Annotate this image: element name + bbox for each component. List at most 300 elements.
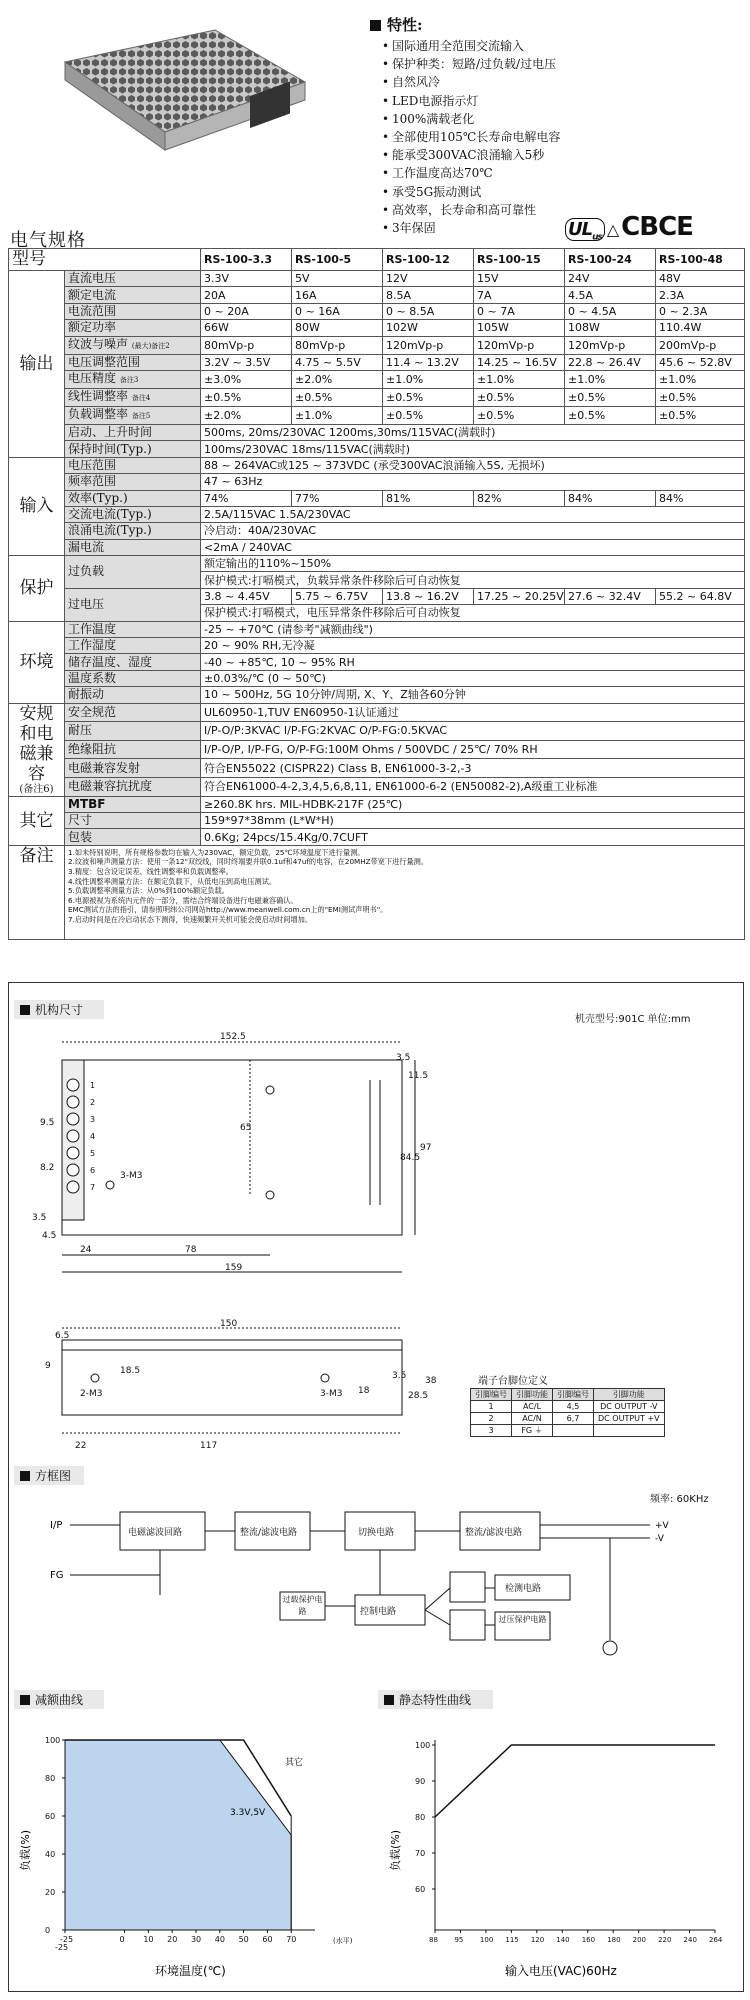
cell: 4.75 ~ 5.5V	[292, 354, 383, 370]
table-row	[9, 406, 745, 424]
table-row	[9, 320, 745, 336]
cell: 84%	[656, 490, 745, 506]
cell: 2	[471, 1413, 512, 1425]
table-row	[9, 271, 745, 287]
dim-label: 2-M3	[80, 1389, 103, 1399]
cell: 27.6 ~ 32.4V	[565, 588, 656, 604]
cell: 22.8 ~ 26.4V	[565, 354, 656, 370]
x-tick-label: 95	[454, 1936, 464, 1944]
dim-label: 4.5	[42, 1231, 57, 1241]
table-row	[9, 424, 745, 440]
cell: 14.25 ~ 16.5V	[474, 354, 565, 370]
cell: 2.3A	[656, 287, 745, 303]
dim-label: 97	[420, 1143, 432, 1153]
remark-line: 1.如未特别说明，所有规格参数均在输入为230VAC，额定负载，25℃环境温度下进行量测。	[68, 847, 365, 857]
x-tick-label: 40	[214, 1935, 225, 1944]
spec-heading: 电气规格	[10, 230, 86, 251]
x-tick-label: 88	[429, 1936, 438, 1944]
x-tick-label: 30	[190, 1935, 202, 1944]
param-label: 保持时间(Typ.)	[65, 441, 201, 457]
param-label: 频率范围	[65, 474, 201, 490]
dim-label: 11.5	[408, 1071, 429, 1081]
param-label: 工作湿度	[65, 638, 201, 654]
cell: 159*97*38mm (L*W*H)	[201, 812, 745, 828]
table-row	[9, 556, 745, 572]
y-tick-label: 80	[415, 1813, 426, 1822]
x-axis-label: 输入电压(VAC)60Hz	[505, 1964, 617, 1978]
table-row	[9, 303, 745, 319]
dim-label: 159	[225, 1263, 243, 1273]
cell: -40 ~ +85℃, 10 ~ 95% RH	[201, 654, 745, 670]
features-title: 特性:	[370, 14, 740, 35]
block-label: 检测电路	[505, 1584, 542, 1594]
model-label: 型号	[9, 249, 201, 271]
x-tick-label: 10	[143, 1935, 154, 1944]
cell: 15V	[474, 271, 565, 287]
x-tick-label: 200	[632, 1936, 647, 1944]
cell: DC OUTPUT +V	[594, 1413, 665, 1425]
cell: ±0.5%	[656, 406, 745, 424]
param-label: 温度系数	[65, 670, 201, 686]
pin-number: 2	[90, 1098, 96, 1107]
y-tick-label: 60	[415, 1885, 426, 1894]
cell: 82%	[474, 490, 565, 506]
cell: 200mVp-p	[656, 336, 745, 354]
table-row	[9, 336, 745, 354]
features-block	[370, 14, 740, 237]
cell: 11.4 ~ 13.2V	[383, 354, 474, 370]
cell: 45.6 ~ 52.8V	[656, 354, 745, 370]
param-label: 包装	[65, 829, 201, 845]
param-label: 额定功率	[65, 320, 201, 336]
block-label: 电磁滤波回路	[128, 1528, 183, 1538]
feature-item: • 承受5G振动测试	[370, 183, 740, 201]
param-label: 启动、上升时间	[65, 424, 201, 440]
param-label: 交流电流(Typ.)	[65, 506, 201, 522]
cell: ±0.5%	[474, 388, 565, 406]
dim-label: 3.5	[392, 1371, 407, 1381]
dim-label: 6.5	[55, 1331, 70, 1341]
dim-label: 84.5	[400, 1153, 421, 1163]
x-tick-label: 115	[505, 1936, 519, 1944]
dim-label: 3.5	[396, 1053, 411, 1063]
cell: AC/L	[512, 1401, 553, 1413]
cell: 80W	[292, 320, 383, 336]
x-tick-label: 60	[262, 1935, 273, 1944]
cell: 81%	[383, 490, 474, 506]
cell: 4,5	[553, 1401, 594, 1413]
y-tick-label: 100	[415, 1741, 431, 1750]
cell: ±0.03%/℃ (0 ~ 50℃)	[201, 670, 745, 686]
cell: 12V	[383, 271, 474, 287]
cell: 冷启动：40A/230VAC	[201, 523, 745, 539]
dim-label: 18.5	[120, 1366, 141, 1376]
y-tick-label: 0	[45, 1926, 51, 1935]
dim-label: 65	[240, 1123, 252, 1133]
table-row	[9, 777, 745, 796]
cell: I/P-O/P:3KVAC I/P-FG:2KVAC O/P-FG:0.5KVAC	[201, 722, 745, 741]
table-row	[471, 1389, 665, 1401]
cell: ±1.0%	[565, 370, 656, 388]
cell: 3.2V ~ 3.5V	[201, 354, 292, 370]
cell: ±2.0%	[201, 406, 292, 424]
static-chart	[385, 1715, 735, 1980]
cell: 48V	[656, 271, 745, 287]
cell: 120mVp-p	[383, 336, 474, 354]
table-row	[9, 654, 745, 670]
cell: 0 ~ 7A	[474, 303, 565, 319]
y-axis-label: 负载(%)	[389, 1829, 402, 1871]
block-label: 过载保护电路	[282, 1595, 323, 1616]
x-tick-label: 120	[530, 1936, 545, 1944]
cell: 符合EN55022 (CISPR22) Class B, EN61000-3-2,-3	[201, 759, 745, 778]
cell: ±0.5%	[383, 388, 474, 406]
x-unit-label: (水平)	[333, 1937, 353, 1945]
y-tick-label: 60	[45, 1812, 56, 1821]
x-tick-label: 220	[658, 1936, 672, 1944]
cell: DC OUTPUT -V	[594, 1401, 665, 1413]
param-label: 耐压	[65, 722, 201, 741]
table-row	[471, 1425, 665, 1437]
param-label: 绝缘阻抗	[65, 740, 201, 759]
cell: 4.5A	[565, 287, 656, 303]
param-label: MTBF	[65, 796, 201, 812]
cell: ±3.0%	[201, 370, 292, 388]
model-name: RS-100-12	[383, 249, 474, 271]
table-row	[9, 621, 745, 637]
feature-item: • 自然风冷	[370, 73, 740, 91]
table-row	[9, 287, 745, 303]
dim-label: 24	[80, 1245, 92, 1255]
cell: FG ⏚	[512, 1425, 553, 1437]
cell: 0 ~ 8.5A	[383, 303, 474, 319]
block-label: 整流/滤波电路	[240, 1528, 298, 1538]
dim-label: 78	[185, 1245, 197, 1255]
param-label: 直流电压	[65, 271, 201, 287]
pin-number: 7	[90, 1183, 96, 1192]
cell: 符合EN61000-4-2,3,4,5,6,8,11, EN61000-6-2 (EN50082-2),A级重工业标准	[201, 777, 745, 796]
block-diagram-frequency: 频率: 60KHz	[650, 1494, 709, 1505]
table-row	[9, 588, 745, 604]
x-tick-label: -25	[60, 1935, 74, 1944]
category-output: 输出	[9, 271, 65, 458]
cell: 120mVp-p	[565, 336, 656, 354]
cell: UL60950-1,TUV EN60950-1认证通过	[201, 703, 745, 722]
block-diagram-title: 方框图	[14, 1466, 84, 1485]
param-label: 额定电流	[65, 287, 201, 303]
param-label: 尺寸	[65, 812, 201, 828]
cell: 3.3V	[201, 271, 292, 287]
cell: 引脚功能	[594, 1389, 665, 1401]
param-label: 过电压	[65, 588, 201, 621]
remark-line: 2.纹波和噪声测量方法：使用一条12"双绞线，同时终端要并联0.1uf和47uf的电容，在20MHZ带宽下进行量测。	[68, 857, 429, 867]
series-label-33v: 3.3V,5V	[230, 1808, 266, 1818]
y-tick-label: 90	[415, 1777, 426, 1786]
cell: 保护模式:打嗝模式，负载异常条件移除后可自动恢复	[201, 572, 745, 588]
cell: 5.75 ~ 6.75V	[292, 588, 383, 604]
tuv-triangle-icon: △	[606, 220, 619, 239]
model-name: RS-100-15	[474, 249, 565, 271]
param-label: 过负载	[65, 556, 201, 589]
table-row	[9, 845, 745, 939]
param-label: 电压范围	[65, 457, 201, 473]
table-row	[9, 670, 745, 686]
category-environment: 环境	[9, 621, 65, 703]
x-tick-label: 180	[607, 1936, 621, 1944]
y-tick-label: 40	[45, 1850, 56, 1859]
vminus-label: -V	[655, 1534, 664, 1544]
ip-label: I/P	[50, 1520, 63, 1531]
cell: 1	[471, 1401, 512, 1413]
dim-label: 9	[45, 1361, 51, 1371]
ul-logo: $UL_{us}$	[565, 218, 605, 241]
cell: 88 ~ 264VAC或125 ~ 373VDC (承受300VAC浪涌输入5S, 无损坏)	[201, 457, 745, 473]
cell: 500ms, 20ms/230VAC 1200ms,30ms/115VAC(满载时)	[201, 424, 745, 440]
y-axis-label: 负载(%)	[19, 1829, 32, 1871]
remark-line: 4.线性调整率测量方法：在额定负载下，从低电压到高电压测试。	[68, 876, 277, 886]
y-tick-label: 80	[45, 1774, 56, 1783]
cell: 0.6Kg; 24pcs/15.4Kg/0.7CUFT	[201, 829, 745, 845]
table-row	[471, 1401, 665, 1413]
dim-label: 28.5	[408, 1391, 429, 1401]
table-row	[9, 490, 745, 506]
cell: 16A	[292, 287, 383, 303]
model-name: RS-100-3.3	[201, 249, 292, 271]
pin-number: 5	[90, 1149, 96, 1158]
table-row	[9, 687, 745, 703]
cell: 3.8 ~ 4.45V	[201, 588, 292, 604]
mechanical-side-view	[20, 1318, 450, 1458]
cell: -25 ~ +70℃ (请参考"减额曲线")	[201, 621, 745, 637]
table-row	[9, 829, 745, 845]
table-row	[9, 388, 745, 406]
param-label: 漏电流	[65, 539, 201, 555]
category-other: 其它	[9, 796, 65, 845]
feature-item: • 国际通用全范围交流输入	[370, 37, 740, 55]
cell: 0 ~ 4.5A	[565, 303, 656, 319]
cell: ±0.5%	[656, 388, 745, 406]
cell: 110.4W	[656, 320, 745, 336]
table-row	[9, 638, 745, 654]
pin-number: 6	[90, 1166, 96, 1175]
cell: 17.25 ~ 20.25V	[474, 588, 565, 604]
dim-label: 152.5	[220, 1032, 246, 1042]
table-row	[9, 539, 745, 555]
param-label: 负载调整率 备注5	[65, 406, 201, 424]
cell: ±1.0%	[383, 370, 474, 388]
param-label: 电磁兼容发射	[65, 759, 201, 778]
cell: 13.8 ~ 16.2V	[383, 588, 474, 604]
ce-logo: CE	[658, 212, 693, 242]
dim-label: 18	[358, 1386, 370, 1396]
terminal-table	[470, 1388, 665, 1437]
cell: 47 ~ 63Hz	[201, 474, 745, 490]
cell: 2.5A/115VAC 1.5A/230VAC	[201, 506, 745, 522]
cell: 3	[471, 1425, 512, 1437]
product-photo	[55, 22, 315, 162]
dim-label: 3.5	[32, 1213, 47, 1223]
table-row	[9, 474, 745, 490]
category-protection: 保护	[9, 556, 65, 622]
mechanical-title: 机构尺寸	[14, 1000, 104, 1019]
table-row	[471, 1413, 665, 1425]
category-safety: 安规和电磁兼容 (备注6)	[9, 703, 65, 796]
cell: 0 ~ 16A	[292, 303, 383, 319]
cell: 0 ~ 20A	[201, 303, 292, 319]
cell: 55.2 ~ 64.8V	[656, 588, 745, 604]
table-row	[9, 703, 745, 722]
param-label: 电压精度 备注3	[65, 370, 201, 388]
cell: ±0.5%	[383, 406, 474, 424]
cell: 20 ~ 90% RH,无冷凝	[201, 638, 745, 654]
cell: 6,7	[553, 1413, 594, 1425]
table-row	[9, 796, 745, 812]
dim-label: 22	[75, 1441, 87, 1451]
x-tick-label: 50	[238, 1935, 249, 1944]
y-tick-label: 70	[415, 1849, 426, 1858]
cell: AC/N	[512, 1413, 553, 1425]
param-label: 电压调整范围	[65, 354, 201, 370]
static-title: 静态特性曲线	[378, 1690, 493, 1709]
dim-label: 38	[425, 1376, 437, 1386]
param-label: 浪涌电流(Typ.)	[65, 523, 201, 539]
series-line	[435, 1745, 715, 1817]
x-tick-label: 100	[479, 1936, 494, 1944]
param-label: 耐振动	[65, 687, 201, 703]
category-input: 输入	[9, 457, 65, 555]
cell: 108W	[565, 320, 656, 336]
cell: 84%	[565, 490, 656, 506]
optocoupler-1	[450, 1572, 485, 1602]
certification-logos	[565, 212, 693, 243]
x-tick-label: 264	[709, 1936, 723, 1944]
block-label: 过压保护电路	[498, 1615, 547, 1624]
table-row	[9, 457, 745, 473]
dim-label: 3-M3	[320, 1389, 343, 1399]
table-row	[9, 523, 745, 539]
param-label: 储存温度、湿度	[65, 654, 201, 670]
cell: ±1.0%	[656, 370, 745, 388]
param-label: 工作温度	[65, 621, 201, 637]
table-row	[9, 441, 745, 457]
model-row	[9, 249, 745, 271]
remark-line: 5.负载调整率测量方法：从0%到100%额定负载。	[68, 886, 229, 896]
cell: 102W	[383, 320, 474, 336]
cell: 额定输出的110%~150%	[201, 556, 745, 572]
dim-label: 3-M3	[120, 1171, 143, 1181]
block-label: 整流/滤波电路	[465, 1528, 523, 1538]
cell: 24V	[565, 271, 656, 287]
cell: 120mVp-p	[474, 336, 565, 354]
cell: 77%	[292, 490, 383, 506]
table-row	[9, 354, 745, 370]
cell: 20A	[201, 287, 292, 303]
cell: 105W	[474, 320, 565, 336]
feature-item: • 能承受300VAC浪涌输入5秒	[370, 146, 740, 164]
mechanical-top-view	[20, 1030, 440, 1280]
feature-item: • 工作温度高达70℃	[370, 164, 740, 182]
cell: 5V	[292, 271, 383, 287]
remark-line: 7.启动时间是在冷启动状态下测得，快速频繁开关机可能会使启动时间增加。	[68, 914, 313, 924]
pin-number: 4	[90, 1132, 96, 1141]
cell: ±0.5%	[565, 388, 656, 406]
remark-line: 6.电源被视为系统内元件的一部分，需结合终端设备进行电磁兼容确认。	[68, 895, 298, 905]
cell: 引脚编号	[471, 1389, 512, 1401]
cell: 0 ~ 2.3A	[656, 303, 745, 319]
fg-label: FG	[50, 1570, 64, 1581]
x-tick-label: -25	[55, 1943, 69, 1952]
remark-line: EMC测试方法的指引，请参照明纬公司网站http://www.meanwell.com.cn上的"EMI测试声明书"。	[68, 905, 388, 915]
cell: 80mVp-p	[201, 336, 292, 354]
table-row	[9, 812, 745, 828]
series-label-other: 其它	[285, 1758, 304, 1768]
cell: 引脚编号	[553, 1389, 594, 1401]
param-label: 电流范围	[65, 303, 201, 319]
x-tick-label: 20	[167, 1935, 178, 1944]
block-diagram	[50, 1500, 690, 1670]
dim-label: 9.5	[40, 1118, 55, 1128]
table-row	[9, 740, 745, 759]
table-row	[9, 759, 745, 778]
series-area-33v	[65, 1740, 291, 1930]
cell: ≥260.8K hrs. MIL-HDBK-217F (25℃)	[201, 796, 745, 812]
optocoupler-2	[450, 1610, 485, 1640]
y-tick-label: 20	[45, 1888, 56, 1897]
y-tick-label: 100	[45, 1736, 61, 1745]
param-label: 电磁兼容抗扰度	[65, 777, 201, 796]
derating-title: 减额曲线	[14, 1690, 104, 1709]
remarks-notes	[65, 845, 745, 939]
case-info: 机壳型号:901C 单位:mm	[575, 1014, 691, 1025]
dim-label: 8.2	[40, 1163, 55, 1173]
feature-item: • 保护种类：短路/过负载/过电压	[370, 55, 740, 73]
cell: ±0.5%	[474, 406, 565, 424]
model-name: RS-100-48	[656, 249, 745, 271]
spec-table	[8, 248, 745, 940]
feature-item: • 3年保固	[370, 219, 740, 237]
cell	[553, 1425, 594, 1437]
cell: 10 ~ 500Hz, 5G 10分钟/周期, X、Y、Z轴各60分钟	[201, 687, 745, 703]
cell: 8.5A	[383, 287, 474, 303]
x-tick-label: 240	[683, 1936, 697, 1944]
pin-number: 1	[90, 1081, 96, 1090]
table-row	[9, 722, 745, 741]
table-row	[9, 370, 745, 388]
cell: ±0.5%	[565, 406, 656, 424]
remark-line: 3.精度：包含设定误差、线性调整率和负载调整率。	[68, 866, 233, 876]
terminal-table-title: 端子台脚位定义	[478, 1376, 548, 1387]
cell: 引脚功能	[512, 1389, 553, 1401]
model-name: RS-100-5	[292, 249, 383, 271]
model-name: RS-100-24	[565, 249, 656, 271]
x-tick-label: 160	[581, 1936, 596, 1944]
dim-label: 150	[220, 1319, 238, 1329]
cell	[594, 1425, 665, 1437]
vplus-label: +V	[655, 1521, 669, 1531]
category-remarks: 备注	[9, 845, 65, 939]
param-label: 效率(Typ.)	[65, 490, 201, 506]
pin-number: 3	[90, 1115, 96, 1124]
cell: ±0.5%	[201, 388, 292, 406]
cell: 80mVp-p	[292, 336, 383, 354]
cell: <2mA / 240VAC	[201, 539, 745, 555]
param-label: 纹波与噪声 (最大)备注2	[65, 336, 201, 354]
cell: 7A	[474, 287, 565, 303]
feature-item: • 全部使用105℃长寿命电解电容	[370, 128, 740, 146]
feature-item: • LED电源指示灯	[370, 92, 740, 110]
cell: I/P-O/P, I/P-FG, O/P-FG:100M Ohms / 500VDC / 25℃/ 70% RH	[201, 740, 745, 759]
cb-logo: CB	[621, 212, 659, 242]
